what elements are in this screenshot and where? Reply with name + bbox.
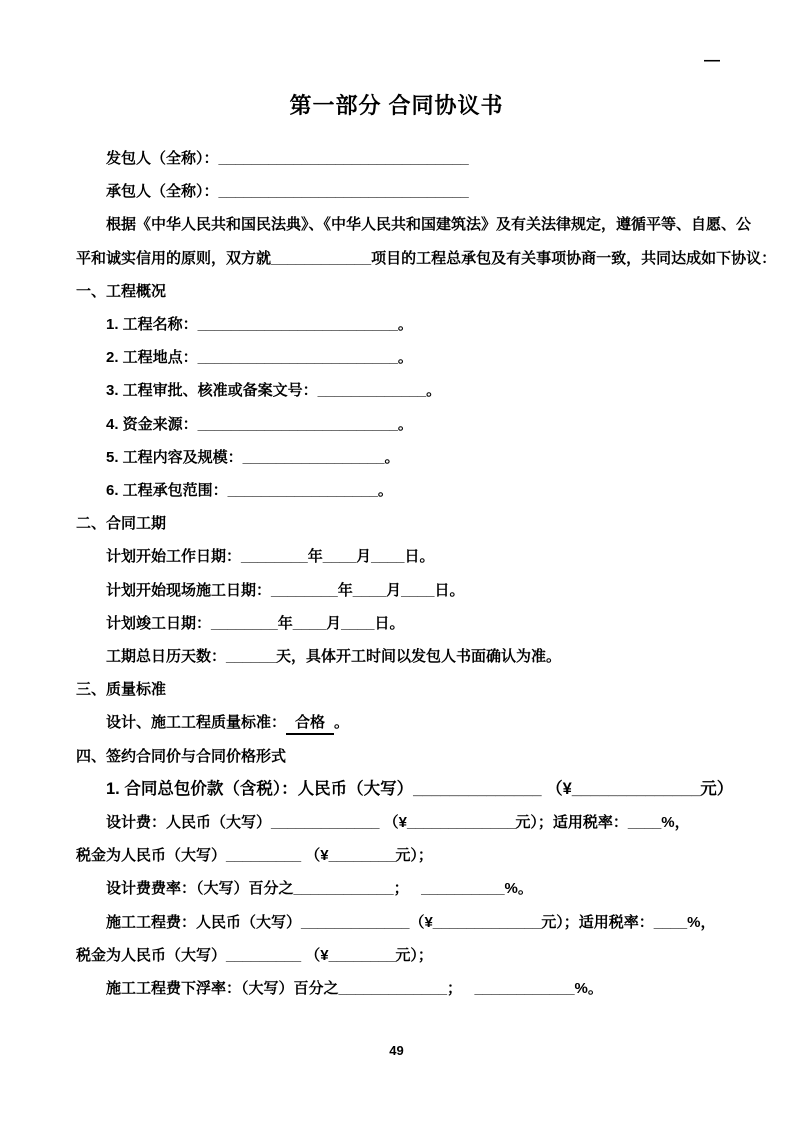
page-header-mark: — bbox=[704, 52, 719, 69]
contractor-line: 承包人（全称）：______________________________ bbox=[106, 183, 469, 201]
design-tax-line: 税金为人民币（大写）_________ （¥________元）； bbox=[76, 847, 433, 865]
recital-line-1: 根据《中华人民共和国民法典》、《中华人民共和国建筑法》及有关法律规定，遵循平等、自愿、公 bbox=[106, 216, 752, 234]
quality-standard-line bbox=[76, 706, 719, 739]
planned-site-start-line: 计划开始现场施工日期：________年____月____日。 bbox=[106, 581, 465, 599]
design-fee-rate-line: 设计费费率：（大写）百分之____________； __________%。 bbox=[106, 880, 533, 898]
construction-fee-line: 施工工程费：人民币（大写）_____________（¥_____________元）；适用税率：____%， bbox=[106, 913, 716, 931]
section-price-heading: 四、签约合同价与合同价格形式 bbox=[76, 747, 287, 765]
construction-tax-line: 税金为人民币（大写）_________ （¥________元）； bbox=[76, 946, 433, 964]
employer-line: 发包人（全称）：______________________________ bbox=[106, 150, 469, 167]
quality-standard-value: 合格 bbox=[286, 713, 334, 735]
construction-float-rate-line: 施工工程费下浮率：（大写）百分之_____________； ____________%。 bbox=[106, 980, 603, 998]
content-scale-line: 5. 工程内容及规模：_________________。 bbox=[106, 448, 400, 466]
document-body bbox=[0, 142, 793, 1005]
approval-number-line: 3. 工程审批、核准或备案文号：_____________。 bbox=[106, 382, 442, 400]
quality-standard-label: 设计、施工工程质量标准： bbox=[106, 714, 287, 732]
project-location-line: 2. 工程地点：________________________。 bbox=[106, 349, 413, 367]
total-calendar-days-line: 工期总日历天数：______天，具体开工时间以发包人书面确认为准。 bbox=[106, 648, 562, 666]
section-overview-heading: 一、工程概况 bbox=[76, 282, 167, 300]
funding-source-line: 4. 资金来源：________________________。 bbox=[106, 415, 413, 433]
total-contract-price-line: 1. 合同总包价款（含税）：人民币（大写）______________ （¥______________元） bbox=[106, 779, 734, 798]
planned-work-start-line: 计划开始工作日期：________年____月____日。 bbox=[106, 548, 435, 566]
section-quality-heading: 三、质量标准 bbox=[76, 681, 167, 699]
contract-scope-line: 6. 工程承包范围：__________________。 bbox=[106, 482, 393, 500]
recital-line-2: 平和诚实信用的原则，双方就____________项目的工程总承包及有关事项协商一致，共同达成如下协议： bbox=[76, 249, 777, 267]
quality-standard-period: 。 bbox=[334, 714, 350, 732]
page-number: 49 bbox=[389, 1043, 404, 1058]
design-fee-line: 设计费：人民币（大写）_____________ （¥_____________元）；适用税率：____%， bbox=[106, 814, 690, 832]
document-title: 第一部分 合同协议书 bbox=[289, 93, 504, 118]
section-duration-heading: 二、合同工期 bbox=[76, 515, 167, 533]
planned-completion-line: 计划竣工日期：________年____月____日。 bbox=[106, 614, 405, 632]
project-name-line: 1. 工程名称：________________________。 bbox=[106, 316, 413, 334]
